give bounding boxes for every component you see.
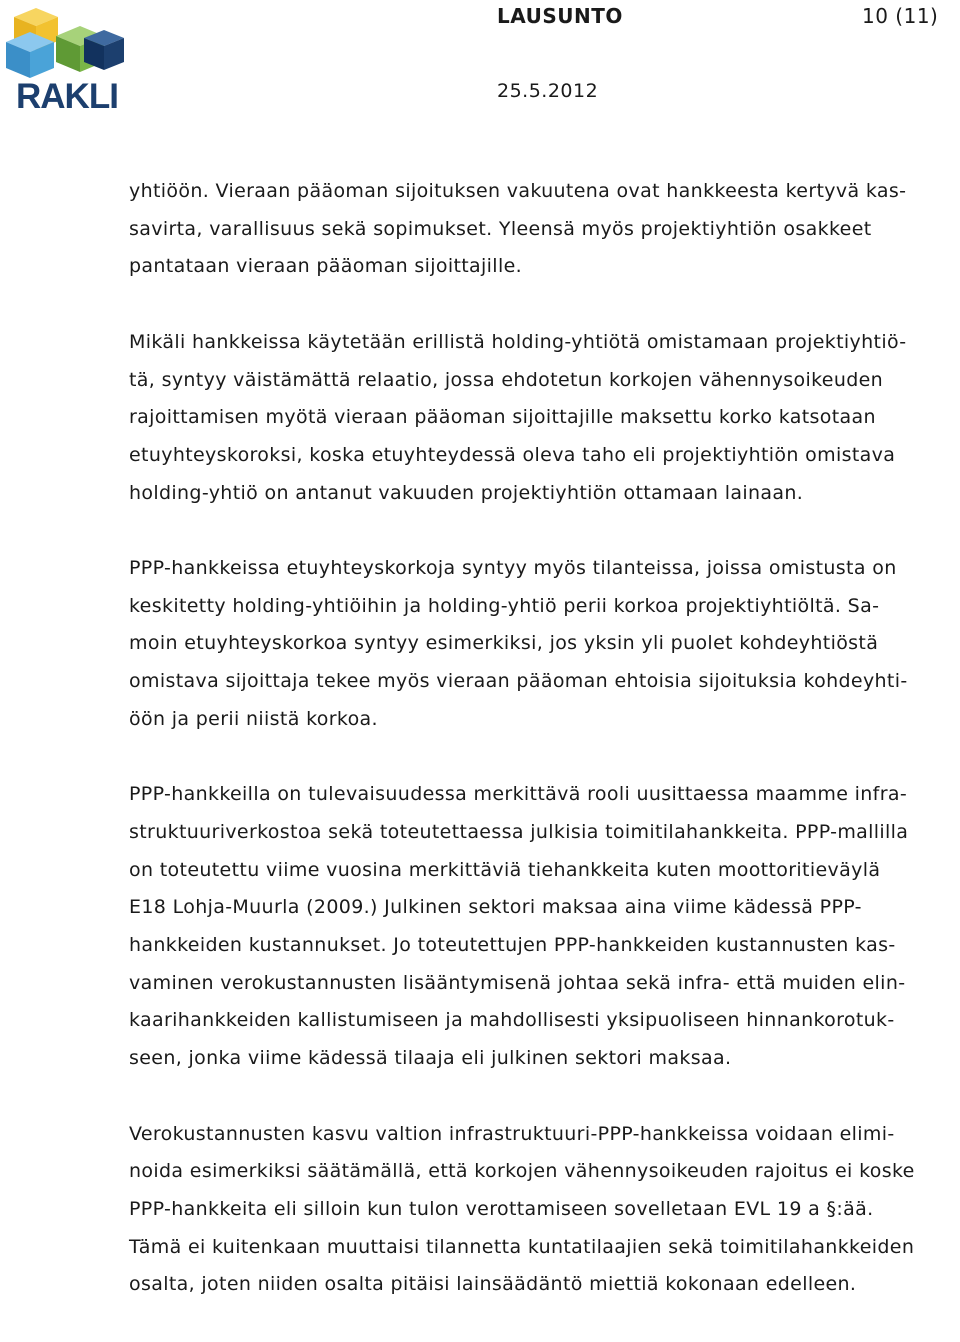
document-date: 25.5.2012: [497, 80, 599, 102]
text-line: Tämä ei kuitenkaan muuttaisi tilannetta kuntatilaajien sekä toimitilahankkeiden: [129, 1235, 915, 1258]
text-line: PPP-hankkeita eli silloin kun tulon verottamiseen sovelletaan EVL 19 a §:ää.: [129, 1197, 874, 1220]
text-line: osalta, joten niiden osalta pitäisi lainsäädäntö miettiä kokonaan edelleen.: [129, 1273, 857, 1296]
text-line: PPP-hankkeilla on tulevaisuudessa merkittävä rooli uusittaessa maamme infra-: [129, 783, 908, 806]
document-body: [129, 173, 959, 1342]
page-number: 10 (11): [862, 4, 939, 28]
paragraph: [129, 1116, 959, 1305]
text-line: keskitetty holding-yhtiöihin ja holding-yhtiö perii korkoa projektiyhtiöltä. Sa-: [129, 594, 880, 617]
rakli-logo-mark: [4, 4, 128, 112]
text-line: on toteutettu viime vuosina merkittäviä tiehankkeita kuten moottoritieväylä: [129, 858, 881, 881]
document-type: LAUSUNTO: [497, 4, 623, 28]
text-line: öön ja perii niistä korkoa.: [129, 707, 378, 730]
text-line: yhtiöön. Vieraan pääoman sijoituksen vakuutena ovat hankkeesta kertyvä kas-: [129, 180, 907, 202]
text-line: noida esimerkiksi säätämällä, että korkojen vähennysoikeuden rajoitus ei koske: [129, 1160, 915, 1183]
text-line: omistava sijoittaja tekee myös vieraan pääoman ehtoisia sijoituksia kohdeyhti-: [129, 670, 908, 693]
text-line: vaminen verokustannusten lisääntymisenä johtaa sekä infra- että muiden elin-: [129, 971, 906, 994]
text-line: savirta, varallisuus sekä sopimukset. Yleensä myös projektiyhtiön osakkeet: [129, 217, 872, 240]
text-line: pantataan vieraan pääoman sijoittajille.: [129, 255, 522, 278]
text-line: holding-yhtiö on antanut vakuuden projektiyhtiön ottamaan lainaan.: [129, 481, 804, 504]
paragraph: [129, 550, 959, 739]
rakli-wordmark: RAKLI: [16, 77, 118, 112]
text-line: struktuuriverkostoa sekä toteutettaessa julkisia toimitilahankkeita. PPP-mallilla: [129, 820, 909, 843]
text-line: moin etuyhteyskorkoa syntyy esimerkiksi, jos yksin yli puolet kohdeyhtiöstä: [129, 632, 879, 655]
text-line: E18 Lohja-Muurla (2009.) Julkinen sektori maksaa aina viime kädessä PPP-: [129, 896, 862, 919]
paragraph: [129, 173, 959, 286]
text-line: hankkeiden kustannukset. Jo toteutettujen PPP-hankkeiden kustannusten kas-: [129, 934, 896, 957]
paragraph: [129, 324, 959, 513]
paragraph: [129, 776, 959, 1078]
text-line: kaarihankkeiden kallistumiseen ja mahdollisesti yksipuoliseen hinnankorotuk-: [129, 1009, 895, 1032]
text-line: etuyhteyskoroksi, koska etuyhteydessä oleva taho eli projektiyhtiön omistava: [129, 443, 896, 466]
text-line: seen, jonka viime kädessä tilaaja eli julkinen sektori maksaa.: [129, 1047, 732, 1070]
text-line: Mikäli hankkeissa käytetään erillistä holding-yhtiötä omistamaan projektiyhtiö-: [129, 330, 907, 353]
rakli-logo: [4, 4, 128, 112]
text-line: PPP-hankkeissa etuyhteyskorkoja syntyy myös tilanteissa, joissa omistusta on: [129, 557, 897, 579]
text-line: rajoittamisen myötä vieraan pääoman sijoittajille maksettu korko katsotaan: [129, 406, 876, 429]
text-line: Verokustannusten kasvu valtion infrastruktuuri-PPP-hankkeissa voidaan elimi-: [129, 1122, 895, 1145]
text-line: tä, syntyy väistämättä relaatio, jossa ehdotetun korkojen vähennysoikeuden: [129, 368, 884, 391]
